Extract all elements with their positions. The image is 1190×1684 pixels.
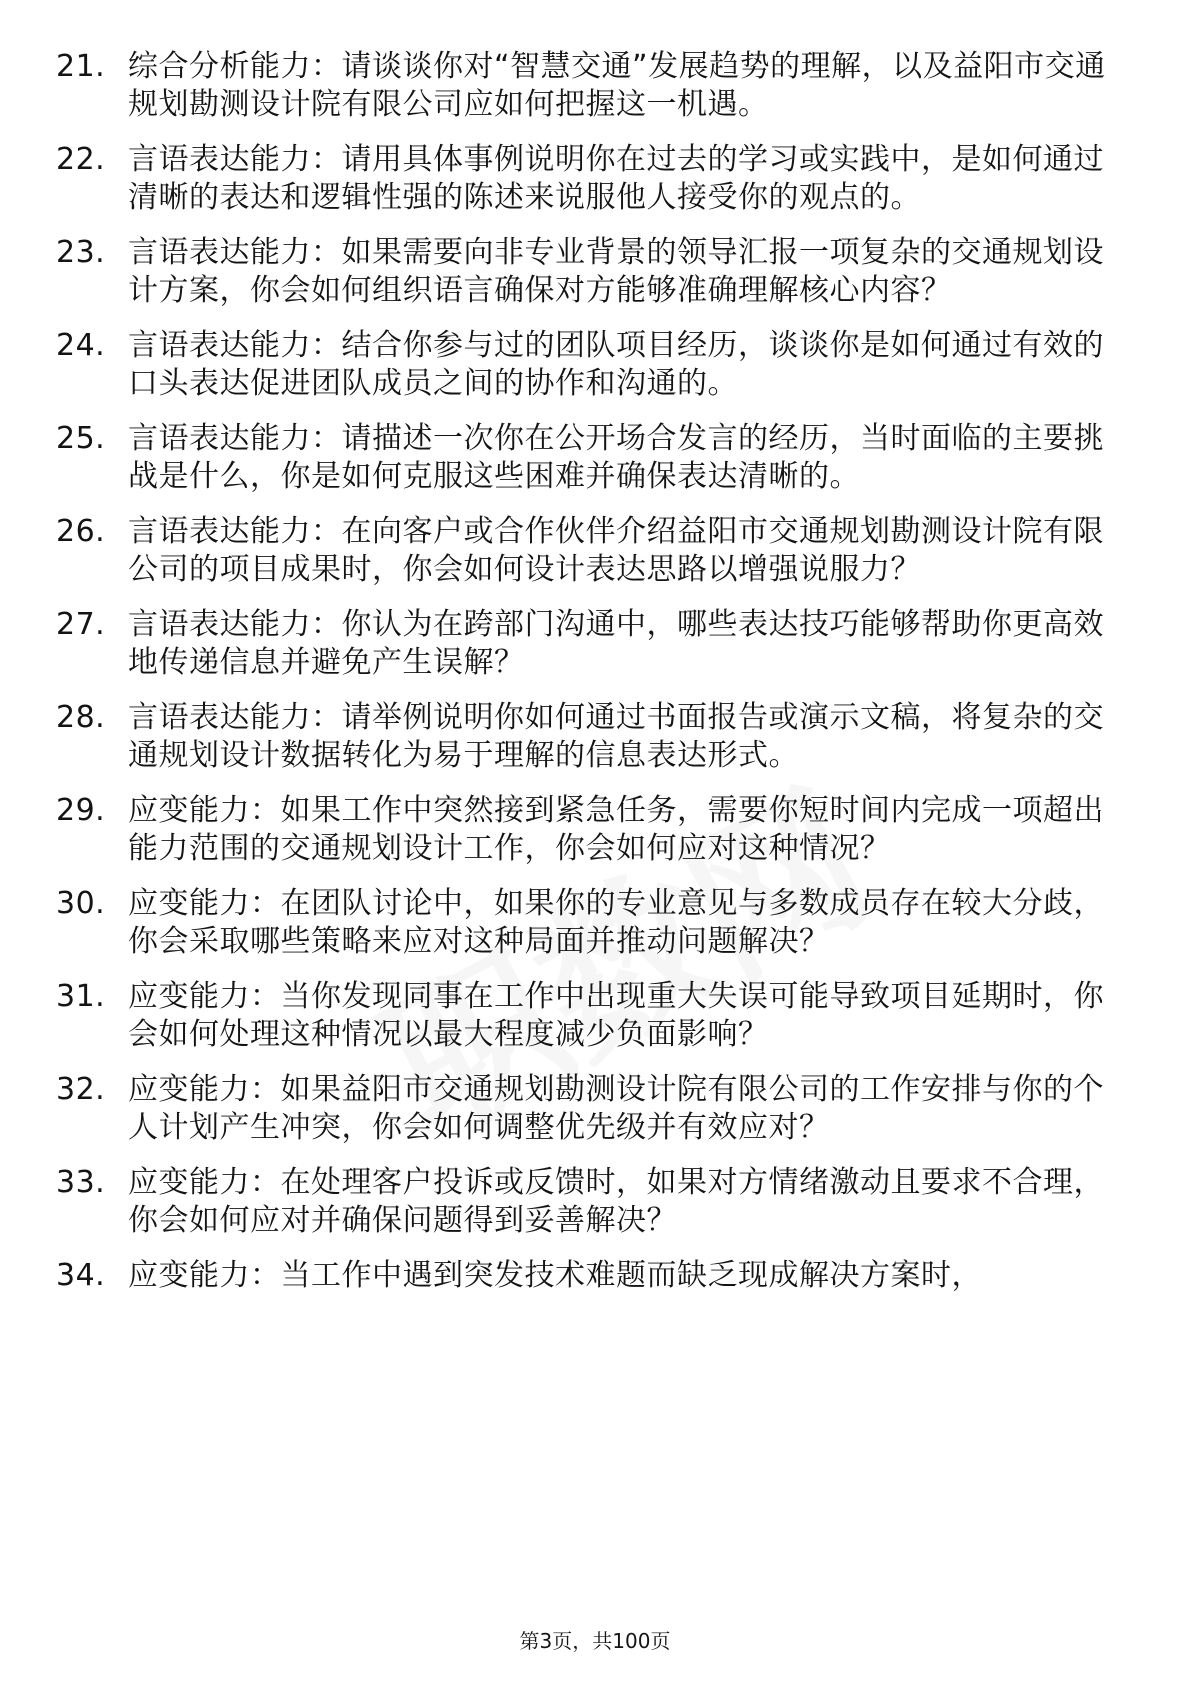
question-number: 21. (56, 49, 106, 84)
question-item (0, 234, 1190, 310)
question-number: 30. (56, 886, 106, 921)
question-text: 应变能力：如果工作中突然接到紧急任务，需要你短时间内完成一项超出能力范围的交通规划设计工作，你会如何应对这种情况？ (128, 793, 1104, 866)
question-item (0, 1164, 1190, 1240)
question-text: 言语表达能力：如果需要向非专业背景的领导汇报一项复杂的交通规划设计方案，你会如何组织语言确保对方能够准确理解核心内容？ (128, 235, 1104, 308)
question-text: 言语表达能力：结合你参与过的团队项目经历，谈谈你是如何通过有效的口头表达促进团队成员之间的协作和沟通的。 (128, 328, 1104, 401)
question-item (0, 48, 1190, 124)
question-item (0, 885, 1190, 961)
question-number: 28. (56, 700, 106, 735)
question-text: 综合分析能力：请谈谈你对“智慧交通”发展趋势的理解，以及益阳市交通规划勘测设计院有限公司应如何把握这一机遇。 (128, 49, 1106, 122)
question-number: 22. (56, 142, 106, 177)
question-number: 23. (56, 235, 106, 270)
question-text: 应变能力：在团队讨论中，如果你的专业意见与多数成员存在较大分歧，你会采取哪些策略来应对这种局面并推动问题解决？ (128, 886, 1104, 959)
question-item (0, 978, 1190, 1054)
question-list (0, 48, 1190, 1312)
question-number: 26. (56, 514, 106, 549)
question-number: 29. (56, 793, 106, 828)
question-number: 27. (56, 607, 106, 642)
question-text: 应变能力：当你发现同事在工作中出现重大失误可能导致项目延期时，你会如何处理这种情况以最大程度减少负面影响？ (128, 979, 1104, 1052)
question-number: 33. (56, 1165, 106, 1200)
page-number: 第3页，共100页 (519, 1629, 671, 1653)
question-text: 言语表达能力：请描述一次你在公开场合发言的经历，当时面临的主要挑战是什么，你是如何克服这些困难并确保表达清晰的。 (128, 421, 1104, 494)
question-text: 言语表达能力：请举例说明你如何通过书面报告或演示文稿，将复杂的交通规划设计数据转化为易于理解的信息表达形式。 (128, 700, 1104, 773)
question-text: 应变能力：当工作中遇到突发技术难题而缺乏现成解决方案时， (128, 1258, 982, 1293)
question-text: 言语表达能力：在向客户或合作伙伴介绍益阳市交通规划勘测设计院有限公司的项目成果时，你会如何设计表达思路以增强说服力？ (128, 514, 1104, 587)
question-item (0, 699, 1190, 775)
question-item (0, 1257, 1190, 1295)
question-item (0, 141, 1190, 217)
question-item (0, 420, 1190, 496)
question-text: 言语表达能力：请用具体事例说明你在过去的学习或实践中，是如何通过清晰的表达和逻辑性强的陈述来说服他人接受你的观点的。 (128, 142, 1104, 215)
question-item (0, 327, 1190, 403)
question-number: 25. (56, 421, 106, 456)
question-number: 32. (56, 1072, 106, 1107)
question-number: 34. (56, 1258, 106, 1293)
question-item (0, 513, 1190, 589)
question-item (0, 792, 1190, 868)
question-number: 31. (56, 979, 106, 1014)
question-item (0, 606, 1190, 682)
question-item (0, 1071, 1190, 1147)
question-text: 应变能力：如果益阳市交通规划勘测设计院有限公司的工作安排与你的个人计划产生冲突，你会如何调整优先级并有效应对？ (128, 1072, 1104, 1145)
question-text: 言语表达能力：你认为在跨部门沟通中，哪些表达技巧能够帮助你更高效地传递信息并避免产生误解？ (128, 607, 1104, 680)
question-text: 应变能力：在处理客户投诉或反馈时，如果对方情绪激动且要求不合理，你会如何应对并确保问题得到妥善解决？ (128, 1165, 1104, 1238)
question-number: 24. (56, 328, 106, 363)
